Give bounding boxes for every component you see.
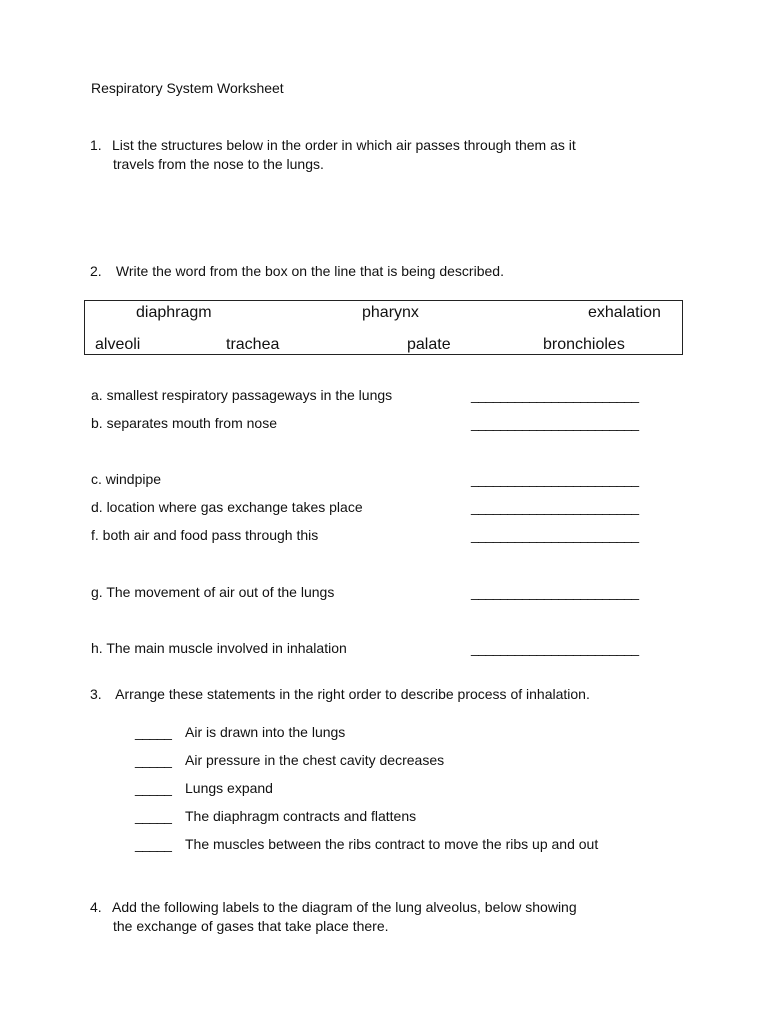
order-blank[interactable]: _____ <box>135 780 172 796</box>
order-blank[interactable]: _____ <box>135 808 172 824</box>
order-blank[interactable]: _____ <box>135 836 172 852</box>
answer-blank[interactable]: _______________________ <box>471 584 639 600</box>
statement-text: Air is drawn into the lungs <box>185 724 346 740</box>
fill-item-label: b. separates mouth from nose <box>91 415 277 431</box>
question-3 <box>90 686 590 702</box>
word-bank-word: alveoli <box>95 336 141 353</box>
question-4 <box>90 898 577 936</box>
question-2 <box>90 263 504 279</box>
answer-blank[interactable]: _______________________ <box>471 471 639 487</box>
fill-item-label: c. windpipe <box>91 471 162 487</box>
fill-item-label: a. smallest respiratory passageways in the lungs <box>91 387 393 403</box>
question-text: List the structures below in the order in which air passes through them as it <box>112 137 576 153</box>
answer-blank[interactable]: _______________________ <box>471 527 639 543</box>
question-text-continued: travels from the nose to the lungs. <box>113 156 324 172</box>
word-bank-word: exhalation <box>588 304 661 321</box>
statement-text: Air pressure in the chest cavity decreases <box>185 752 445 768</box>
word-bank-word: pharynx <box>362 304 419 321</box>
fill-item-label: f. both air and food pass through this <box>91 527 319 543</box>
order-blank[interactable]: _____ <box>135 724 172 740</box>
question-text: Arrange these statements in the right order to describe process of inhalation. <box>115 686 590 702</box>
answer-blank[interactable]: _______________________ <box>471 387 639 403</box>
statement-text: Lungs expand <box>185 780 273 796</box>
statement-text: The diaphragm contracts and flattens <box>185 808 417 824</box>
word-bank-word: palate <box>407 336 451 353</box>
word-bank-word: trachea <box>226 336 280 353</box>
question-number: 3. <box>90 686 102 702</box>
question-text: Write the word from the box on the line that is being described. <box>115 263 504 279</box>
question-1 <box>90 136 576 174</box>
answer-blank[interactable]: _______________________ <box>471 415 639 431</box>
question-number: 2. <box>90 263 102 279</box>
worksheet-title: Respiratory System Worksheet <box>91 80 284 96</box>
word-bank-word: diaphragm <box>136 304 212 321</box>
word-bank-box <box>84 300 683 355</box>
fill-item-label: h. The main muscle involved in inhalation <box>91 640 347 656</box>
question-number: 4. <box>90 899 102 915</box>
question-text-continued: the exchange of gases that take place there. <box>113 918 389 934</box>
question-number: 1. <box>90 137 102 153</box>
word-bank-word: bronchioles <box>543 336 625 353</box>
answer-blank[interactable]: _______________________ <box>471 499 639 515</box>
answer-blank[interactable]: _______________________ <box>471 640 639 656</box>
statement-text: The muscles between the ribs contract to move the ribs up and out <box>185 836 599 852</box>
fill-item-label: d. location where gas exchange takes place <box>91 499 363 515</box>
fill-item-label: g. The movement of air out of the lungs <box>91 584 335 600</box>
question-text: Add the following labels to the diagram of the lung alveolus, below showing <box>112 899 577 915</box>
order-blank[interactable]: _____ <box>135 752 172 768</box>
